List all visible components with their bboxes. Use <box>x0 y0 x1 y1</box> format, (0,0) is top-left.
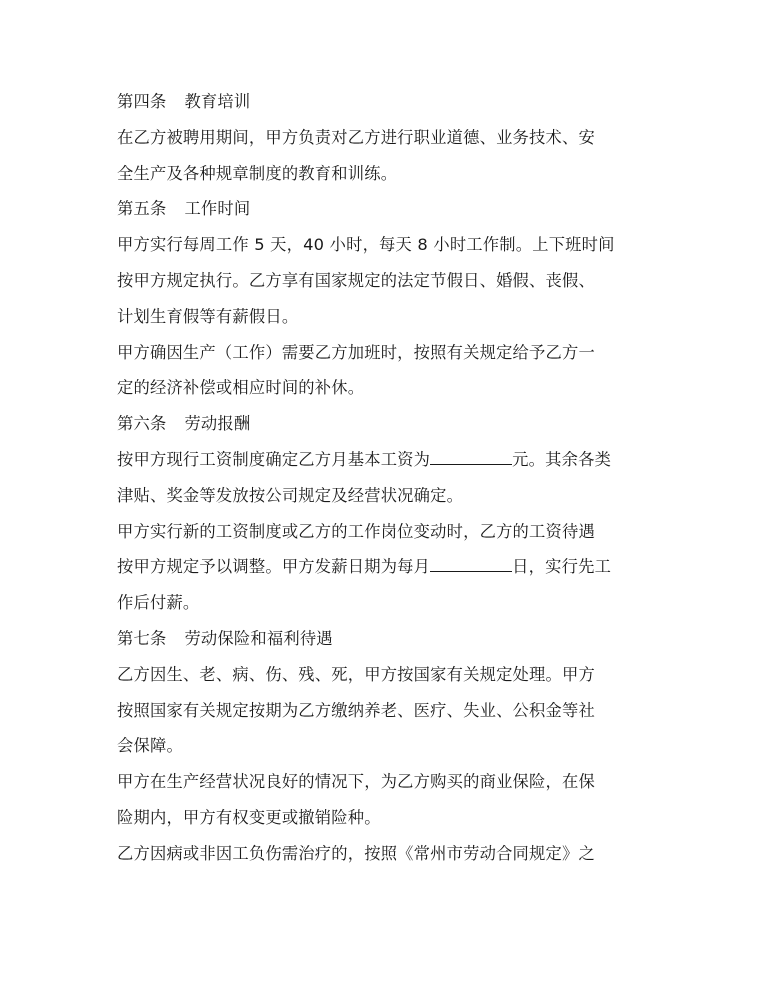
paragraph-line: 全生产及各种规章制度的教育和训练。 <box>117 163 398 183</box>
paragraph-line: 甲方实行新的工资制度或乙方的工作岗位变动时，乙方的工资待遇 <box>117 521 595 541</box>
paragraph-line: 作后付薪。 <box>117 593 200 613</box>
article-number: 第七条 <box>117 628 167 648</box>
paragraph-line: 按甲方规定执行。乙方享有国家规定的法定节假日、婚假、丧假、 <box>117 270 595 290</box>
paragraph-line: 计划生育假等有薪假日。 <box>117 306 299 326</box>
article-number: 第五条 <box>117 199 167 219</box>
paragraph-line: 甲方在生产经营状况良好的情况下，为乙方购买的商业保险，在保 <box>117 772 595 792</box>
article-7-heading <box>117 621 662 657</box>
article-6-heading <box>117 406 662 442</box>
article-title: 劳动保险和福利待遇 <box>184 628 333 648</box>
text-segment: 按甲方规定予以调整。甲方发薪日期为每月 <box>117 557 431 577</box>
article-5-heading <box>117 191 662 227</box>
text-segment: 元。其余各类 <box>512 449 612 469</box>
paragraph-line: 险期内，甲方有权变更或撤销险种。 <box>117 807 381 827</box>
text-segment: 日，实行先工 <box>512 557 612 577</box>
paragraph-line: 乙方因病或非因工负伤需治疗的，按照《常州市劳动合同规定》之 <box>117 843 595 863</box>
salary-blank-field[interactable] <box>430 446 512 465</box>
contract-page <box>117 84 662 872</box>
paragraph-line: 会保障。 <box>117 736 183 756</box>
paragraph-line: 定的经济补偿或相应时间的补休。 <box>117 378 365 398</box>
paragraph-line: 津贴、奖金等发放按公司规定及经营状况确定。 <box>117 485 464 505</box>
paragraph-line: 甲方实行每周工作 5 天，40 小时，每天 8 小时工作制。上下班时间 <box>117 235 615 255</box>
paragraph-line <box>117 442 662 478</box>
article-title: 教育培训 <box>184 92 251 111</box>
paragraph-line <box>117 549 662 585</box>
paragraph-line: 按照国家有关规定按期为乙方缴纳养老、医疗、失业、公积金等社 <box>117 700 595 720</box>
article-number: 第四条 <box>117 92 167 111</box>
payday-blank-field[interactable] <box>430 553 512 572</box>
paragraph-line: 在乙方被聘用期间，甲方负责对乙方进行职业道德、业务技术、安 <box>117 127 595 147</box>
paragraph-line: 乙方因生、老、病、伤、残、死，甲方按国家有关规定处理。甲方 <box>117 664 595 684</box>
article-title: 劳动报酬 <box>184 414 251 434</box>
article-title: 工作时间 <box>184 199 251 219</box>
article-4-heading <box>117 84 662 120</box>
paragraph-line: 甲方确因生产（工作）需要乙方加班时，按照有关规定给予乙方一 <box>117 342 595 362</box>
article-number: 第六条 <box>117 414 167 434</box>
text-segment: 按甲方现行工资制度确定乙方月基本工资为 <box>117 449 431 469</box>
